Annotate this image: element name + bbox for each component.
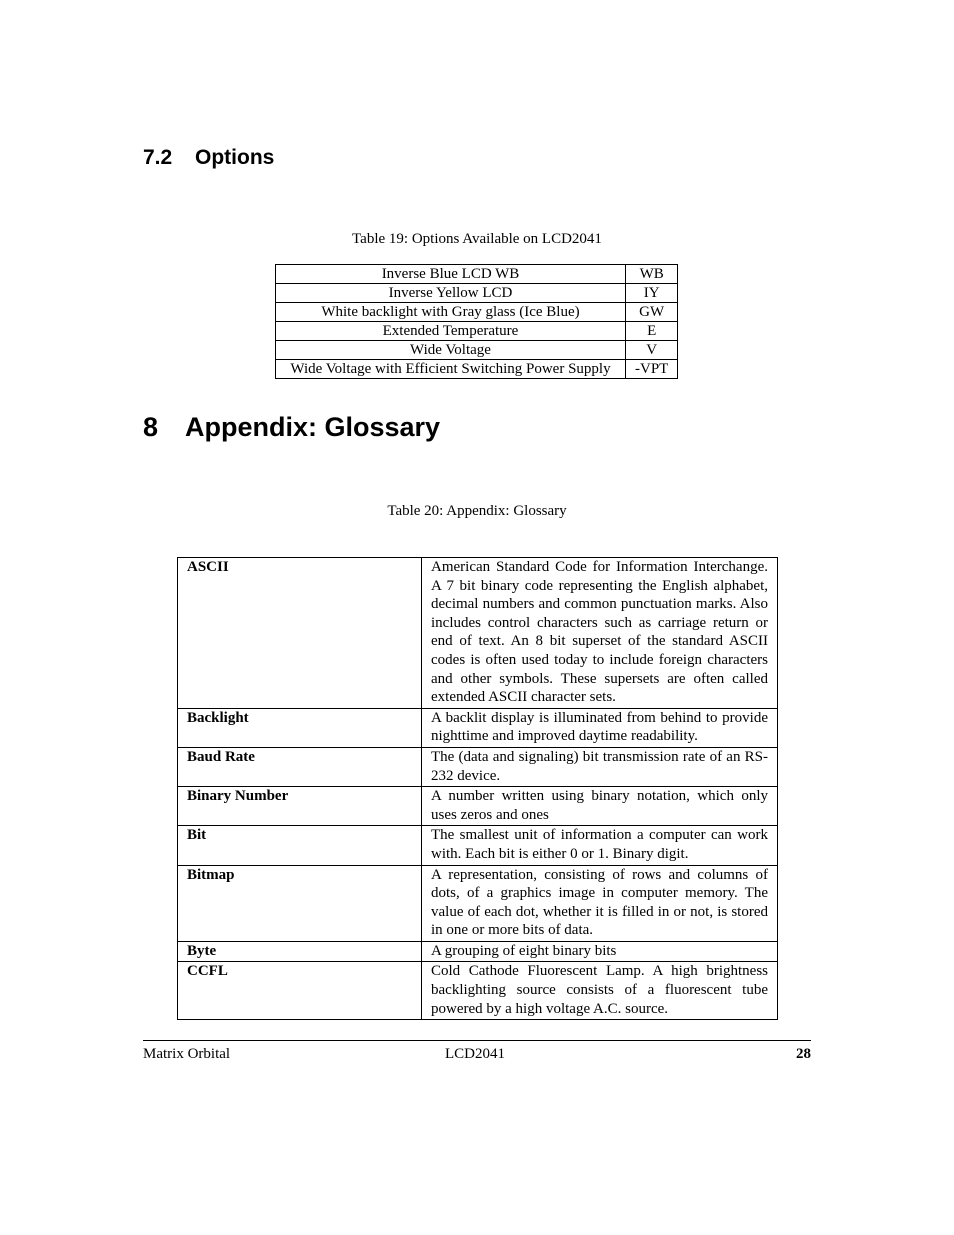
glossary-definition: The smallest unit of information a computer can work with. Each bit is either 0 or 1. Binary digit. — [422, 826, 778, 865]
glossary-definition: A grouping of eight binary bits — [422, 941, 778, 962]
section-title: Appendix: Glossary — [185, 412, 441, 442]
glossary-term: Binary Number — [178, 787, 422, 826]
footer-company: Matrix Orbital — [143, 1046, 231, 1062]
table-row — [276, 284, 678, 303]
options-table-caption: Table 19: Options Available on LCD2041 — [352, 231, 602, 247]
glossary-term: Bitmap — [178, 865, 422, 941]
glossary-term: Baud Rate — [178, 747, 422, 786]
glossary-table — [177, 557, 778, 1020]
glossary-definition: A backlit display is illuminated from behind to provide nighttime and improved daytime readability. — [422, 708, 778, 747]
section-heading-options — [143, 144, 274, 172]
glossary-term: Backlight — [178, 708, 422, 747]
glossary-term: Bit — [178, 826, 422, 865]
glossary-definition: The (data and signaling) bit transmission rate of an RS-232 device. — [422, 747, 778, 786]
option-code: -VPT — [626, 360, 678, 379]
table-row — [276, 265, 678, 284]
option-code: E — [626, 322, 678, 341]
glossary-term: ASCII — [178, 558, 422, 709]
glossary-definition: American Standard Code for Information Interchange. A 7 bit binary code representing the English alphabet, decimal numbers and common punctuation marks. Also includes control characters such as carriage return or end of text. An 8 bit superset of the standard ASCII codes is often used today to include foreign characters and other symbols. These supersets are often called extended ASCII character sets. — [422, 558, 778, 709]
table-row — [178, 747, 778, 786]
options-table — [275, 264, 678, 379]
section-number: 8 — [143, 412, 159, 442]
glossary-term: CCFL — [178, 962, 422, 1020]
table-row — [276, 303, 678, 322]
table-row — [276, 360, 678, 379]
option-name: Inverse Yellow LCD — [276, 284, 626, 303]
option-name: Inverse Blue LCD WB — [276, 265, 626, 284]
table-row — [178, 787, 778, 826]
option-name: Wide Voltage with Efficient Switching Power Supply — [276, 360, 626, 379]
footer-rule — [143, 1040, 811, 1041]
section-title: Options — [195, 146, 275, 169]
footer-model: LCD2041 — [445, 1046, 505, 1062]
option-code: IY — [626, 284, 678, 303]
table-row — [178, 708, 778, 747]
glossary-definition: Cold Cathode Fluorescent Lamp. A high brightness backlighting source consists of a fluorescent tube powered by a high voltage A.C. source. — [422, 962, 778, 1020]
page-number: 28 — [796, 1046, 811, 1062]
option-name: Extended Temperature — [276, 322, 626, 341]
glossary-term: Byte — [178, 941, 422, 962]
table-row — [178, 962, 778, 1020]
table-row — [276, 322, 678, 341]
glossary-definition: A number written using binary notation, which only uses zeros and ones — [422, 787, 778, 826]
glossary-definition: A representation, consisting of rows and columns of dots, of a graphics image in computer memory. The value of each dot, whether it is filled in or not, is stored in one or more bits of data. — [422, 865, 778, 941]
option-code: GW — [626, 303, 678, 322]
table-row — [178, 941, 778, 962]
section-number: 7.2 — [143, 146, 173, 169]
table-row — [178, 865, 778, 941]
table-row — [178, 826, 778, 865]
section-heading-glossary — [143, 409, 440, 445]
table-row — [276, 341, 678, 360]
option-code: V — [626, 341, 678, 360]
table-row — [178, 558, 778, 709]
option-name: White backlight with Gray glass (Ice Blue) — [276, 303, 626, 322]
option-name: Wide Voltage — [276, 341, 626, 360]
glossary-table-caption: Table 20: Appendix: Glossary — [387, 503, 567, 519]
option-code: WB — [626, 265, 678, 284]
